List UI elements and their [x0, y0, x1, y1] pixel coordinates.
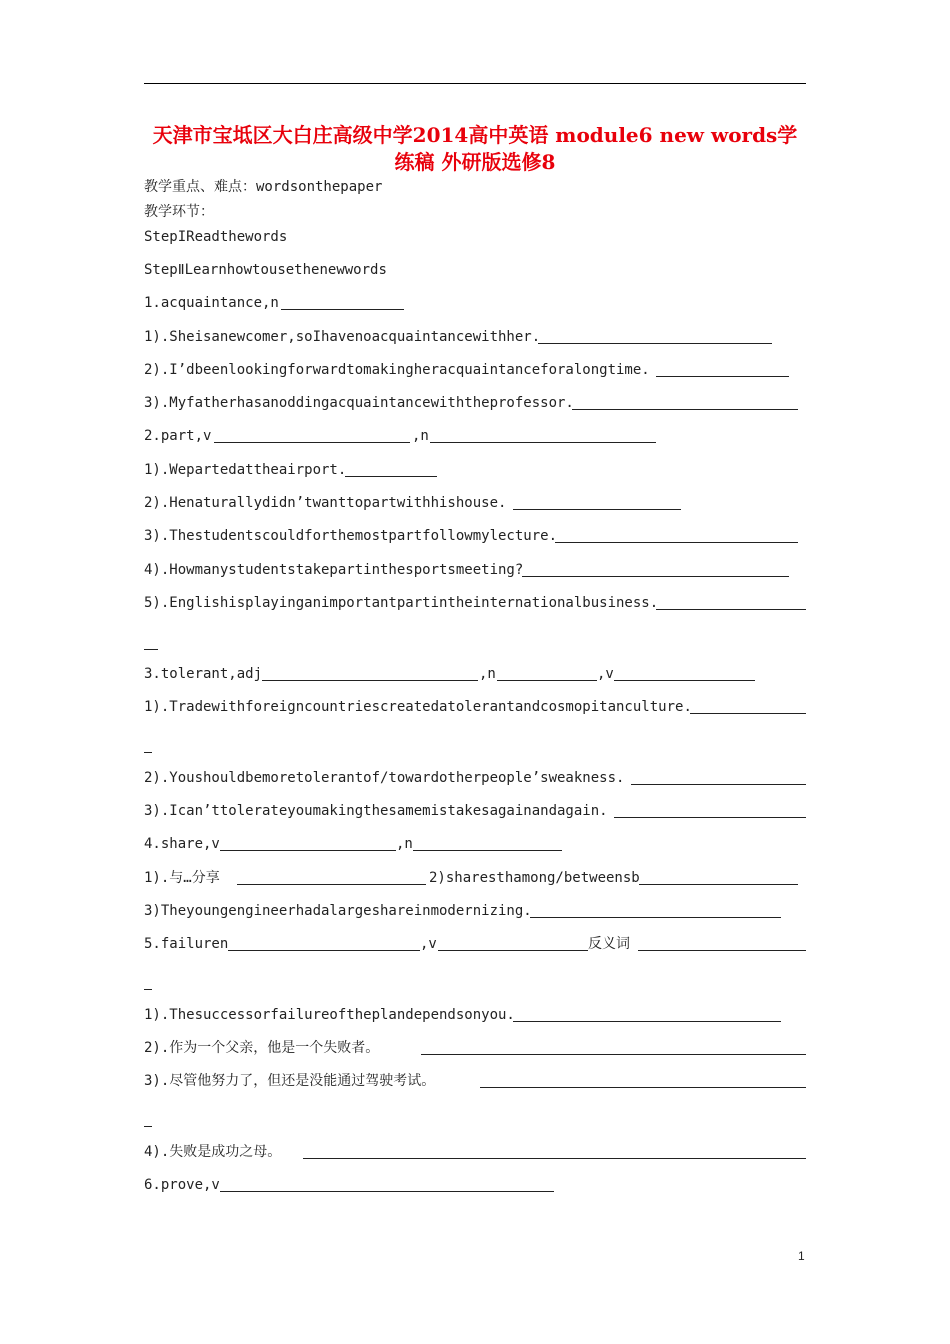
answer-blank[interactable]	[530, 917, 781, 918]
word-form-label: ,n	[412, 428, 429, 444]
answer-blank[interactable]	[303, 1158, 806, 1159]
sentence-line	[144, 768, 806, 788]
word-3-label: 3.tolerant,adj	[144, 666, 263, 682]
answer-blank[interactable]	[690, 713, 806, 714]
sentence-text: 1).Thesuccessorfailureoftheplandependsonyou.	[144, 1007, 515, 1023]
sentence-text: 1).Wepartedattheairport.	[144, 462, 347, 478]
sentence-line	[144, 327, 806, 347]
objectives-line: 教学重点、难点：wordsonthepaper	[144, 179, 383, 195]
sentence-line	[144, 697, 806, 717]
answer-blank[interactable]	[497, 680, 597, 681]
sentence-line	[144, 593, 806, 613]
sentence-text: 3).Thestudentscouldforthemostpartfollowmylecture.	[144, 528, 558, 544]
step-one: StepIReadthewords	[144, 229, 288, 245]
answer-blank[interactable]	[538, 343, 772, 344]
answer-blank[interactable]	[421, 1054, 806, 1055]
sentence-line	[144, 393, 806, 413]
sentence-text: 1).Sheisanewcomer,soIhavenoacquaintancewithher.	[144, 329, 541, 345]
sentence-text: 2).作为一个父亲，他是一个失败者。	[144, 1040, 380, 1056]
word-4-label: 4.share,v	[144, 836, 220, 852]
answer-blank-continuation[interactable]	[144, 989, 152, 990]
sentence-line	[144, 1005, 806, 1025]
sentence-text: 3)Theyoungengineerhadalargeshareinmodernizing.	[144, 903, 532, 919]
sentence-text: 5).Englishisplayinganimportantpartintheinternationalbusiness.	[144, 595, 659, 611]
answer-blank[interactable]	[430, 442, 656, 443]
word-6-label: 6.prove,v	[144, 1177, 220, 1193]
sentence-line	[144, 460, 806, 480]
answer-blank[interactable]	[614, 817, 806, 818]
teaching-steps-heading: 教学环节：	[144, 204, 214, 220]
answer-blank[interactable]	[220, 850, 396, 851]
answer-blank[interactable]	[572, 409, 798, 410]
sentence-line	[144, 493, 806, 513]
answer-blank[interactable]	[438, 950, 588, 951]
sentence-text: 4).失败是成功之母。	[144, 1144, 282, 1160]
sentence-text: 2).Henaturallydidn’twanttopartwithhishouse.	[144, 495, 507, 511]
sentence-line	[144, 1142, 806, 1162]
sentence-line	[144, 801, 806, 821]
sentence-line	[144, 1038, 806, 1058]
answer-blank[interactable]	[513, 509, 681, 510]
word-1-line	[144, 293, 806, 313]
answer-blank[interactable]	[614, 680, 755, 681]
step-two: StepⅡLearnhowtousethenewwords	[144, 262, 387, 278]
answer-blank[interactable]	[220, 1191, 554, 1192]
word-5-line	[144, 934, 806, 954]
answer-blank[interactable]	[638, 950, 806, 951]
sentence-text: 3).尽管他努力了，但还是没能通过驾驶考试。	[144, 1073, 436, 1089]
word-form-label: ,n	[479, 666, 496, 682]
sentence-line	[144, 1071, 806, 1091]
document-title: 天津市宝坻区大白庄高级中学2014高中英语 module6 new words学练稿 外研版选修8	[152, 123, 798, 174]
sentence-line	[144, 560, 806, 580]
word-form-label: ,v	[420, 936, 437, 952]
sentence-text: 1).Tradewithforeigncountriescreatedatolerantandcosmopitanculture.	[144, 699, 692, 715]
header-rule	[144, 83, 806, 84]
word-2-label: 2.part,v	[144, 428, 212, 444]
word-form-label: ,v	[597, 666, 614, 682]
word-form-label: ,n	[396, 836, 413, 852]
answer-blank[interactable]	[228, 950, 420, 951]
answer-blank[interactable]	[656, 376, 789, 377]
word-6-line	[144, 1175, 806, 1195]
sentence-text: 3).Ican’ttolerateyoumakingthesamemistakesagainandagain.	[144, 803, 608, 819]
answer-blank[interactable]	[639, 884, 798, 885]
phrase-line	[144, 868, 806, 888]
antonym-label: 反义词	[588, 936, 630, 952]
sentence-line	[144, 526, 806, 546]
sentence-line	[144, 360, 806, 380]
sentence-text: 2).Youshouldbemoretolerantof/towardotherpeople’sweakness.	[144, 770, 625, 786]
word-1-label: 1.acquaintance,n	[144, 295, 279, 311]
answer-blank[interactable]	[237, 884, 426, 885]
sentence-text: 3).Myfatherhasanoddingacquaintancewiththeprofessor.	[144, 395, 574, 411]
answer-blank[interactable]	[345, 476, 437, 477]
answer-blank[interactable]	[555, 542, 798, 543]
word-4-line	[144, 834, 806, 854]
answer-blank[interactable]	[631, 784, 806, 785]
answer-blank[interactable]	[656, 609, 806, 610]
answer-blank-continuation[interactable]	[144, 752, 152, 753]
answer-blank[interactable]	[413, 850, 562, 851]
answer-blank-continuation[interactable]	[144, 1126, 152, 1127]
sentence-line	[144, 901, 806, 921]
answer-blank[interactable]	[281, 309, 404, 310]
phrase-text: 2)sharesthamong/betweensb	[429, 870, 640, 886]
phrase-text: 1).与…分享	[144, 870, 220, 886]
word-5-label: 5.failuren	[144, 936, 229, 952]
answer-blank[interactable]	[214, 442, 410, 443]
page-number: 1	[798, 1249, 805, 1263]
word-2-line	[144, 426, 806, 446]
word-3-line	[144, 664, 806, 684]
sentence-text: 2).I’dbeenlookingforwardtomakingheracquaintanceforalongtime.	[144, 362, 650, 378]
answer-blank[interactable]	[480, 1087, 806, 1088]
answer-blank[interactable]	[522, 576, 789, 577]
sentence-text: 4).Howmanystudentstakepartinthesportsmeeting?	[144, 562, 524, 578]
answer-blank[interactable]	[513, 1021, 781, 1022]
answer-blank[interactable]	[262, 680, 478, 681]
answer-blank-continuation[interactable]	[144, 649, 158, 650]
